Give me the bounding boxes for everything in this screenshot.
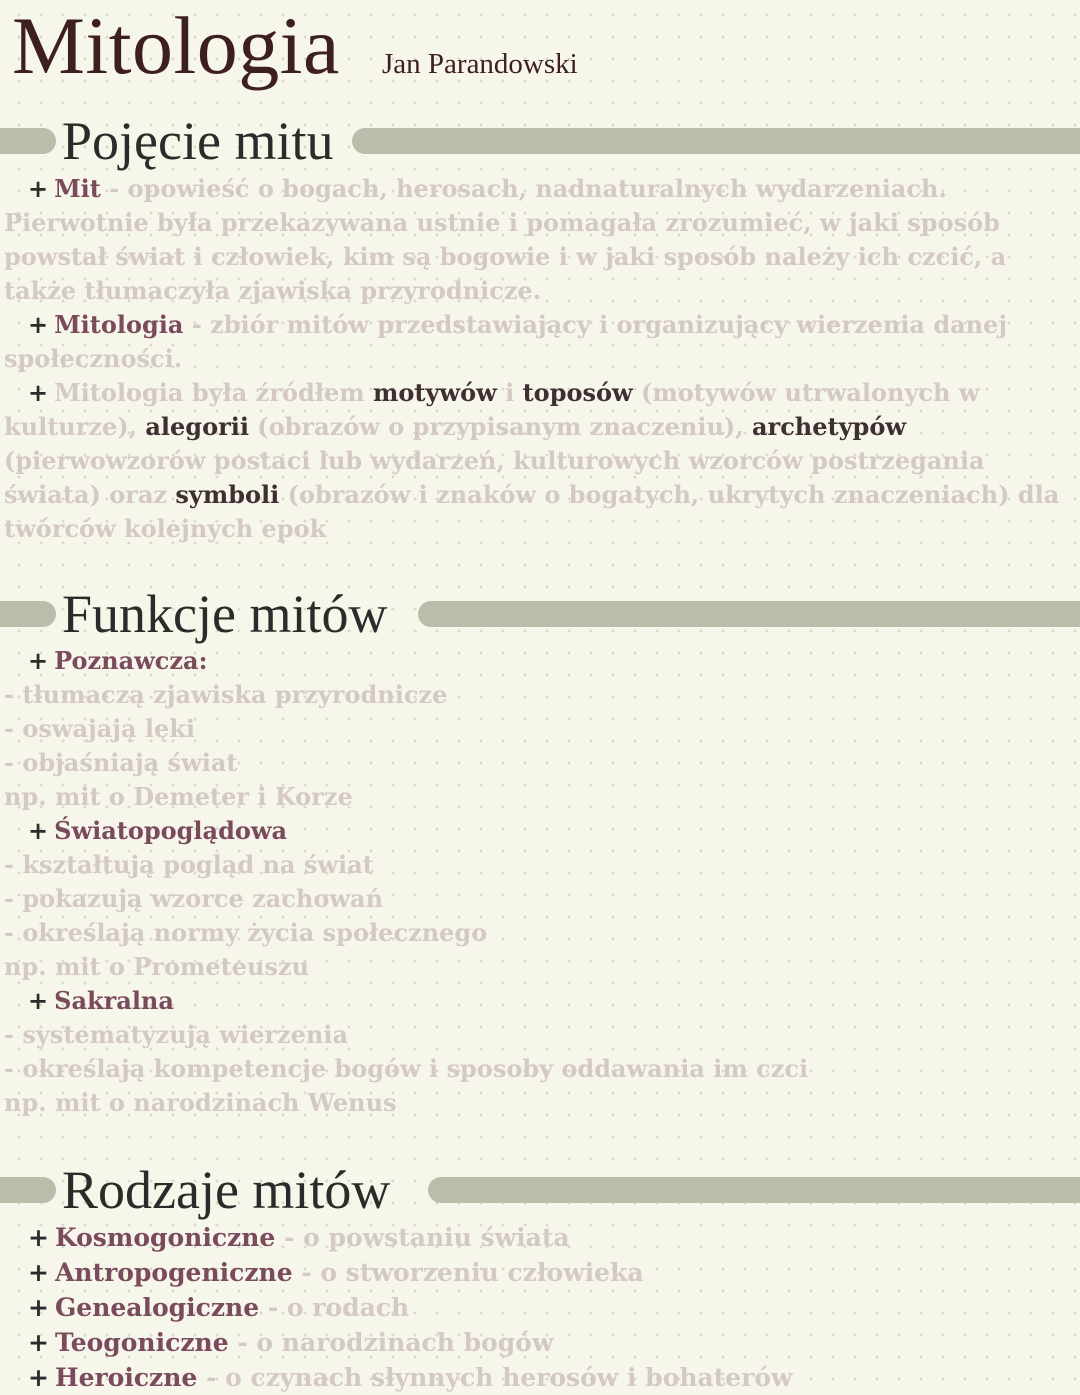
- keyword-toposow: toposów: [522, 378, 633, 407]
- section-body-pojecie-mitu: [4, 172, 1080, 546]
- plus-icon: +: [28, 378, 49, 407]
- definition-text: - zbiór mitów przedstawiający i organizujący wierzenia danej: [183, 310, 1008, 339]
- list-item: [4, 308, 1080, 342]
- author-name: Jan Parandowski: [382, 48, 578, 80]
- text-line: społeczności.: [4, 344, 183, 373]
- definition-text: - o narodzinach bogów: [228, 1328, 554, 1357]
- page-title: Mitologia: [12, 0, 340, 91]
- section-title: Funkcje mitów: [62, 584, 388, 644]
- term-label: Antropogeniczne: [54, 1258, 293, 1287]
- plus-icon: +: [28, 310, 49, 339]
- keyword-archetypow: archetypów: [752, 412, 907, 441]
- heading-bar-right: [352, 128, 1080, 154]
- heading-bar-left: [0, 601, 56, 627]
- text-line: - określają normy życia społecznego: [4, 918, 488, 947]
- keyword-alegorii: alegorii: [145, 412, 249, 441]
- list-item: [4, 1325, 1080, 1360]
- text-line: - kształtują pogląd na świat: [4, 850, 374, 879]
- text-line: Pierwotnie była przekazywana ustnie i pomagała zrozumieć, w jaki sposób: [4, 208, 1000, 237]
- list-item: [4, 984, 1080, 1018]
- text-fragment: (obrazów i znaków o bogatych, ukrytych znaczeniach) dla: [279, 480, 1060, 509]
- heading-bar-left: [0, 1177, 56, 1203]
- definition-text: - o powstaniu świata: [275, 1223, 570, 1252]
- section-body-funkcje-mitow: [4, 644, 1080, 1120]
- section-heading-funkcje-mitow: [0, 584, 1080, 644]
- plus-icon: +: [28, 1223, 49, 1252]
- text-line: - systematyzują wierzenia: [4, 1020, 348, 1049]
- text-line: np. mit o Prometeuszu: [4, 952, 310, 981]
- section-body-rodzaje-mitow: [4, 1220, 1080, 1395]
- list-item: [4, 814, 1080, 848]
- definition-text: - o rodach: [259, 1293, 410, 1322]
- plus-icon: +: [28, 174, 49, 203]
- section-title: Rodzaje mitów: [62, 1160, 391, 1220]
- term-label: Kosmogoniczne: [54, 1223, 276, 1252]
- plus-icon: +: [28, 1363, 49, 1392]
- term-label: Heroiczne: [54, 1363, 198, 1392]
- plus-icon: +: [28, 1328, 49, 1357]
- text-fragment: (obrazów o przypisanym znaczeniu),: [248, 412, 752, 441]
- term-label: Genealogiczne: [54, 1293, 260, 1322]
- text-fragment: (motywów utrwalonych w: [632, 378, 980, 407]
- list-item: [4, 1255, 1080, 1290]
- text-line: np. mit o Demeter i Korze: [4, 782, 353, 811]
- list-item: [4, 376, 1080, 410]
- definition-text: - o czynach słynnych herosów i bohaterów: [197, 1363, 793, 1392]
- keyword-symboli: symboli: [175, 480, 280, 509]
- list-item: [4, 1220, 1080, 1255]
- text-line: także tłumaczyła zjawiska przyrodnicze.: [4, 276, 542, 305]
- section-title: Pojęcie mitu: [62, 111, 334, 171]
- heading-bar-right: [428, 1177, 1080, 1203]
- plus-icon: +: [28, 986, 49, 1015]
- definition-text: - o stworzeniu człowieka: [292, 1258, 644, 1287]
- plus-icon: +: [28, 816, 49, 845]
- text-line: - objaśniają świat: [4, 748, 238, 777]
- section-heading-rodzaje-mitow: [0, 1160, 1080, 1220]
- list-item: [4, 172, 1080, 206]
- term-label: Mitologia: [54, 310, 184, 339]
- text-line: powstał świat i człowiek, kim są bogowie i w jaki sposób należy ich czcić, a: [4, 242, 1007, 271]
- section-heading-pojecie-mitu: [0, 111, 1080, 171]
- plus-icon: +: [28, 646, 49, 675]
- text-fragment: Mitologia była źródłem: [54, 378, 373, 407]
- term-label: Mit: [54, 174, 101, 203]
- text-line: twórców kolejnych epok: [4, 514, 327, 543]
- term-label: Teogoniczne: [54, 1328, 229, 1357]
- text-line: [4, 478, 1080, 512]
- text-line: np. mit o narodzinach Wenus: [4, 1088, 397, 1117]
- heading-bar-right: [418, 601, 1080, 627]
- term-label: Poznawcza:: [54, 646, 208, 675]
- term-label: Światopoglądowa: [54, 816, 288, 845]
- text-fragment: kulturze),: [4, 412, 146, 441]
- text-line: - oswajają lęki: [4, 714, 196, 743]
- keyword-motywow: motywów: [373, 378, 497, 407]
- text-line: - tłumaczą zjawiska przyrodnicze: [4, 680, 448, 709]
- text-line: (pierwowzorów postaci lub wydarzeń, kulturowych wzorców postrzegania: [4, 446, 985, 475]
- plus-icon: +: [28, 1293, 49, 1322]
- heading-bar-left: [0, 128, 56, 154]
- list-item: [4, 1290, 1080, 1325]
- text-line: [4, 410, 1080, 444]
- text-fragment: świata) oraz: [4, 480, 176, 509]
- definition-text: - opowieść o bogach, herosach, nadnaturalnych wydarzeniach.: [100, 174, 947, 203]
- text-line: - pokazują wzorce zachowań: [4, 884, 384, 913]
- list-item: [4, 644, 1080, 678]
- term-label: Sakralna: [54, 986, 174, 1015]
- plus-icon: +: [28, 1258, 49, 1287]
- title-row: [12, 0, 1072, 100]
- list-item: [4, 1360, 1080, 1395]
- text-line: - określają kompetencje bogów i sposoby oddawania im czci: [4, 1054, 809, 1083]
- text-fragment: i: [496, 378, 523, 407]
